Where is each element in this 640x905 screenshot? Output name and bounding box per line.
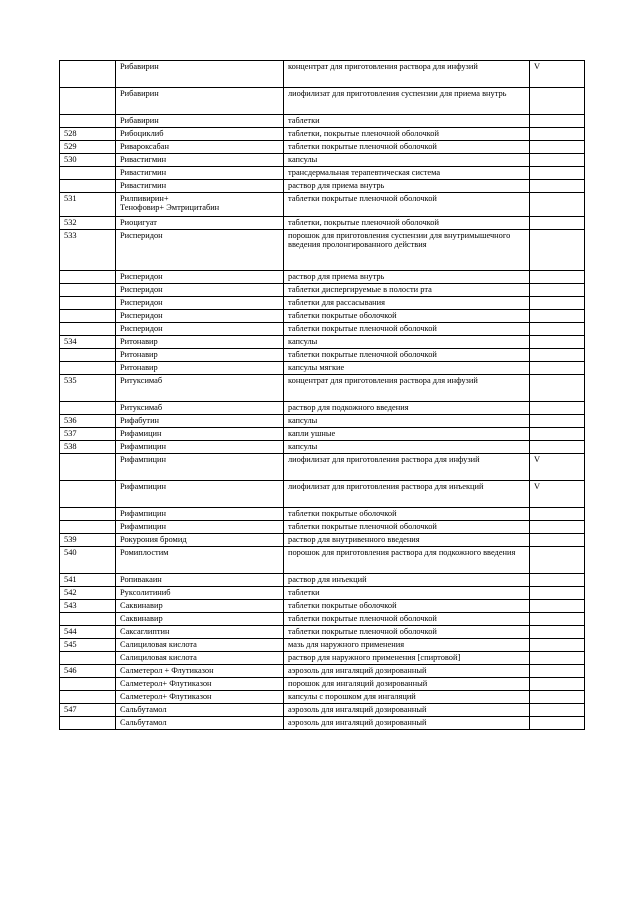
row-number (60, 521, 116, 534)
row-number (60, 323, 116, 336)
row-number: 540 (60, 547, 116, 574)
table-row (60, 521, 585, 534)
drug-name: Салметерол+ Флутиказон (116, 678, 284, 691)
vital-mark (530, 508, 585, 521)
vital-mark (530, 310, 585, 323)
dosage-form: порошок для приготовления суспензии для внутримышечного введения пролонгированного действия (284, 230, 530, 271)
dosage-form: таблетки покрытые пленочной оболочкой (284, 141, 530, 154)
row-number: 536 (60, 415, 116, 428)
row-number: 535 (60, 375, 116, 402)
dosage-form: аэрозоль для ингаляций дозированный (284, 717, 530, 730)
drug-name: Рибавирин (116, 61, 284, 88)
drug-name: Рисперидон (116, 271, 284, 284)
row-number (60, 61, 116, 88)
row-number: 528 (60, 128, 116, 141)
drug-name: Ривастигмин (116, 180, 284, 193)
row-number (60, 167, 116, 180)
dosage-form: порошок для приготовления раствора для подкожного введения (284, 547, 530, 574)
vital-mark (530, 362, 585, 375)
table-row (60, 441, 585, 454)
row-number: 533 (60, 230, 116, 271)
dosage-form: таблетки диспергируемые в полости рта (284, 284, 530, 297)
drug-name: Рифампицин (116, 441, 284, 454)
drug-name: Салициловая кислота (116, 639, 284, 652)
table-row (60, 534, 585, 547)
vital-mark (530, 665, 585, 678)
table-row (60, 626, 585, 639)
row-number: 546 (60, 665, 116, 678)
vital-mark (530, 230, 585, 271)
table-row (60, 481, 585, 508)
row-number (60, 454, 116, 481)
drug-name: Сальбутамол (116, 717, 284, 730)
table-row (60, 310, 585, 323)
table-row (60, 297, 585, 310)
vital-mark (530, 128, 585, 141)
drug-name: Рилпивирин+ Тенофовир+ Эмтрицитабин (116, 193, 284, 217)
table-row (60, 230, 585, 271)
table-row (60, 167, 585, 180)
dosage-form: таблетки покрытые оболочкой (284, 310, 530, 323)
vital-mark (530, 704, 585, 717)
row-number (60, 115, 116, 128)
row-number (60, 88, 116, 115)
dosage-form: капсулы (284, 336, 530, 349)
drug-name: Рисперидон (116, 297, 284, 310)
vital-mark (530, 154, 585, 167)
row-number (60, 349, 116, 362)
drug-name: Рисперидон (116, 323, 284, 336)
vital-mark (530, 534, 585, 547)
row-number (60, 613, 116, 626)
table-row (60, 154, 585, 167)
vital-mark (530, 587, 585, 600)
dosage-form: мазь для наружного применения (284, 639, 530, 652)
vital-mark (530, 626, 585, 639)
drug-name: Рифабутин (116, 415, 284, 428)
row-number: 539 (60, 534, 116, 547)
row-number (60, 717, 116, 730)
row-number (60, 678, 116, 691)
table-row (60, 454, 585, 481)
dosage-form: раствор для инъекций (284, 574, 530, 587)
table-row (60, 349, 585, 362)
table-row (60, 665, 585, 678)
drug-name: Рокурония бромид (116, 534, 284, 547)
dosage-form: капсулы с порошком для ингаляций (284, 691, 530, 704)
dosage-form: концентрат для приготовления раствора для инфузий (284, 375, 530, 402)
drug-name: Рифампицин (116, 521, 284, 534)
dosage-form: таблетки покрытые пленочной оболочкой (284, 349, 530, 362)
dosage-form: раствор для подкожного введения (284, 402, 530, 415)
drug-name: Руксолитиниб (116, 587, 284, 600)
drug-name: Ритуксимаб (116, 402, 284, 415)
dosage-form: аэрозоль для ингаляций дозированный (284, 704, 530, 717)
table-row (60, 141, 585, 154)
vital-mark (530, 691, 585, 704)
vital-mark (530, 678, 585, 691)
row-number (60, 284, 116, 297)
vital-mark: V (530, 481, 585, 508)
drug-name: Рибоциклиб (116, 128, 284, 141)
drug-name: Ривароксабан (116, 141, 284, 154)
vital-mark (530, 521, 585, 534)
row-number (60, 402, 116, 415)
row-number: 538 (60, 441, 116, 454)
vital-mark (530, 547, 585, 574)
dosage-form: таблетки (284, 587, 530, 600)
table-row (60, 717, 585, 730)
vital-mark (530, 613, 585, 626)
vital-mark (530, 441, 585, 454)
drug-name: Рибавирин (116, 88, 284, 115)
drug-name: Саксаглиптин (116, 626, 284, 639)
row-number: 537 (60, 428, 116, 441)
dosage-form: порошок для ингаляций дозированный (284, 678, 530, 691)
vital-mark (530, 167, 585, 180)
drug-name: Ропивакаин (116, 574, 284, 587)
drug-name: Саквинавир (116, 613, 284, 626)
dosage-form: таблетки покрытые оболочкой (284, 508, 530, 521)
row-number: 544 (60, 626, 116, 639)
table-row (60, 508, 585, 521)
dosage-form: раствор для приема внутрь (284, 180, 530, 193)
vital-mark (530, 297, 585, 310)
drug-name: Салициловая кислота (116, 652, 284, 665)
table-row (60, 652, 585, 665)
vital-mark (530, 88, 585, 115)
vital-mark (530, 717, 585, 730)
table-row (60, 574, 585, 587)
table-row (60, 678, 585, 691)
vital-mark (530, 349, 585, 362)
row-number (60, 652, 116, 665)
vital-mark (530, 115, 585, 128)
vital-mark (530, 193, 585, 217)
vital-mark: V (530, 454, 585, 481)
vital-mark (530, 600, 585, 613)
vital-mark (530, 574, 585, 587)
dosage-form: раствор для наружного применения [спиртовой] (284, 652, 530, 665)
drug-name: Рифампицин (116, 454, 284, 481)
table-row (60, 271, 585, 284)
dosage-form: раствор для приема внутрь (284, 271, 530, 284)
table-row (60, 375, 585, 402)
drug-name: Рифампицин (116, 481, 284, 508)
table-row (60, 587, 585, 600)
dosage-form: аэрозоль для ингаляций дозированный (284, 665, 530, 678)
dosage-form: капсулы (284, 415, 530, 428)
row-number: 543 (60, 600, 116, 613)
vital-mark (530, 271, 585, 284)
row-number: 534 (60, 336, 116, 349)
row-number: 529 (60, 141, 116, 154)
dosage-form: таблетки, покрытые пленочной оболочкой (284, 128, 530, 141)
drug-name: Ритонавир (116, 349, 284, 362)
table-row (60, 704, 585, 717)
vital-mark (530, 652, 585, 665)
dosage-form: таблетки покрытые пленочной оболочкой (284, 521, 530, 534)
row-number: 532 (60, 217, 116, 230)
vital-mark: V (530, 61, 585, 88)
row-number (60, 508, 116, 521)
row-number: 545 (60, 639, 116, 652)
drug-name: Риоцигуат (116, 217, 284, 230)
vital-mark (530, 336, 585, 349)
row-number (60, 271, 116, 284)
drug-name: Салметерол + Флутиказон (116, 665, 284, 678)
drug-name: Ривастигмин (116, 167, 284, 180)
table-row (60, 115, 585, 128)
dosage-form: лиофилизат для приготовления раствора для инъекций (284, 481, 530, 508)
dosage-form: таблетки покрытые пленочной оболочкой (284, 626, 530, 639)
drug-name: Ритонавир (116, 336, 284, 349)
drug-name: Рифамицин (116, 428, 284, 441)
row-number (60, 180, 116, 193)
dosage-form: таблетки покрытые пленочной оболочкой (284, 193, 530, 217)
table-row (60, 362, 585, 375)
table-row (60, 691, 585, 704)
drug-name: Ритонавир (116, 362, 284, 375)
dosage-form: таблетки (284, 115, 530, 128)
row-number: 531 (60, 193, 116, 217)
table-row (60, 613, 585, 626)
vital-mark (530, 284, 585, 297)
drug-name: Сальбутамол (116, 704, 284, 717)
dosage-form: трансдермальная терапевтическая система (284, 167, 530, 180)
row-number (60, 297, 116, 310)
table-row (60, 428, 585, 441)
drug-name: Ромиплостим (116, 547, 284, 574)
vital-mark (530, 180, 585, 193)
dosage-form: капсулы (284, 154, 530, 167)
drug-name: Салметерол+ Флутиказон (116, 691, 284, 704)
table-row (60, 415, 585, 428)
drug-name: Рисперидон (116, 284, 284, 297)
table-row (60, 547, 585, 574)
row-number: 530 (60, 154, 116, 167)
dosage-form: лиофилизат для приготовления раствора для инфузий (284, 454, 530, 481)
drug-name: Ривастигмин (116, 154, 284, 167)
dosage-form: таблетки для рассасывания (284, 297, 530, 310)
dosage-form: капсулы мягкие (284, 362, 530, 375)
drug-name: Рибавирин (116, 115, 284, 128)
row-number (60, 691, 116, 704)
dosage-form: капли ушные (284, 428, 530, 441)
table-row (60, 284, 585, 297)
drug-list-table (59, 60, 585, 730)
table-row (60, 323, 585, 336)
dosage-form: таблетки покрытые пленочной оболочкой (284, 323, 530, 336)
table-row (60, 217, 585, 230)
drug-name: Рисперидон (116, 310, 284, 323)
table-row (60, 180, 585, 193)
table-row (60, 639, 585, 652)
dosage-form: таблетки покрытые оболочкой (284, 600, 530, 613)
vital-mark (530, 375, 585, 402)
vital-mark (530, 415, 585, 428)
row-number: 542 (60, 587, 116, 600)
vital-mark (530, 428, 585, 441)
dosage-form: таблетки покрытые пленочной оболочкой (284, 613, 530, 626)
drug-list-body (60, 61, 585, 730)
drug-name: Ритуксимаб (116, 375, 284, 402)
dosage-form: концентрат для приготовления раствора для инфузий (284, 61, 530, 88)
row-number: 547 (60, 704, 116, 717)
row-number (60, 481, 116, 508)
vital-mark (530, 639, 585, 652)
table-row (60, 336, 585, 349)
table-row (60, 193, 585, 217)
vital-mark (530, 141, 585, 154)
dosage-form: капсулы (284, 441, 530, 454)
row-number (60, 310, 116, 323)
dosage-form: таблетки, покрытые пленочной оболочкой (284, 217, 530, 230)
dosage-form: раствор для внутривенного введения (284, 534, 530, 547)
drug-name: Саквинавир (116, 600, 284, 613)
dosage-form: лиофилизат для приготовления суспензии для приема внутрь (284, 88, 530, 115)
table-row (60, 402, 585, 415)
vital-mark (530, 402, 585, 415)
table-row (60, 128, 585, 141)
vital-mark (530, 323, 585, 336)
table-row (60, 600, 585, 613)
vital-mark (530, 217, 585, 230)
drug-name: Рифампицин (116, 508, 284, 521)
table-row (60, 61, 585, 88)
table-row (60, 88, 585, 115)
row-number: 541 (60, 574, 116, 587)
drug-name: Рисперидон (116, 230, 284, 271)
row-number (60, 362, 116, 375)
